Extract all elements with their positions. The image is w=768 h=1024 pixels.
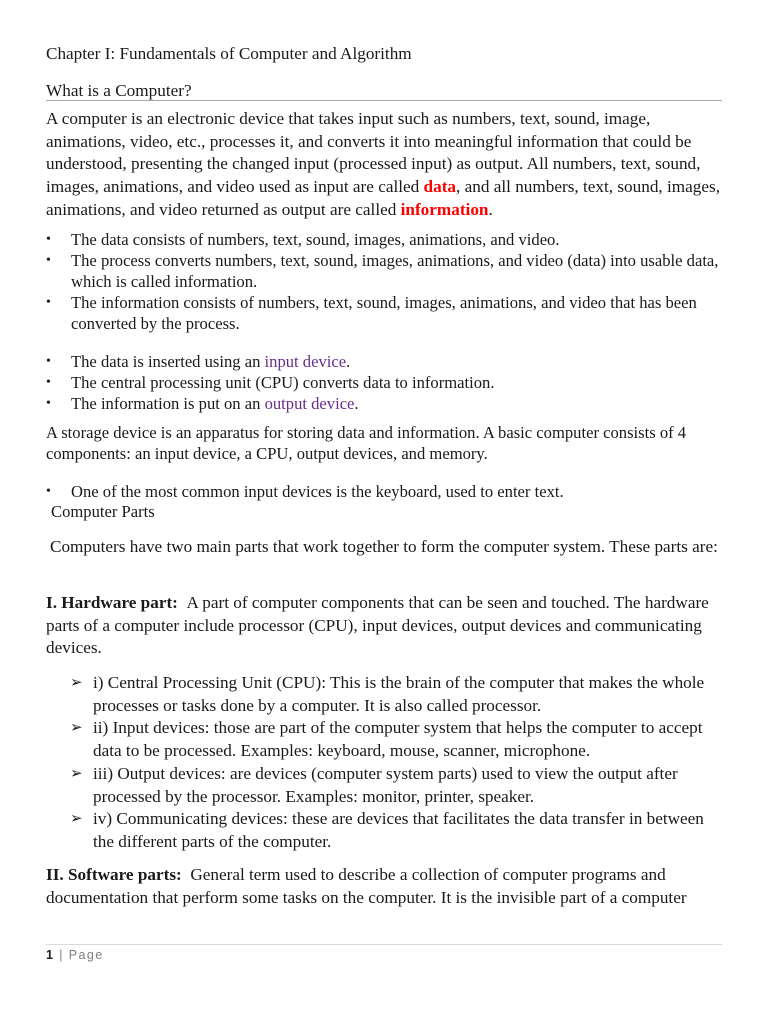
list-item [46, 372, 722, 393]
list-item-text: . [346, 352, 351, 371]
list-item-text: The process converts numbers, text, sound, images, animations, and video (data) into usable data, which is called information. [71, 251, 719, 291]
device-list [46, 351, 722, 414]
list-item-text: One of the most common input devices is the keyboard, used to enter text. [71, 482, 564, 501]
chapter-title: Chapter I: Fundamentals of Computer and Algorithm [46, 44, 412, 63]
hardware-paragraph [46, 592, 722, 660]
bullet-icon: • [46, 253, 51, 268]
software-label: II. Software parts: [46, 865, 182, 884]
hardware-list [46, 672, 722, 854]
list-item-text: The central processing unit (CPU) converts data to information. [71, 373, 495, 392]
parts-intro: Computers have two main parts that work together to form the computer system. These parts are: [50, 537, 718, 556]
intro-text-1: A computer is an electronic device that takes input such as numbers, text, sound, image, animations, video, etc., processes it, and converts it into meaningful information that could be understood, presenting the changed input (processed input) as output. All numbers, text, sound, images, animations, and video used as input are called [46, 109, 701, 197]
section-heading: What is a Computer? [46, 81, 192, 100]
list-item [46, 672, 722, 717]
list-item-text: ii) Input devices: those are part of the computer system that helps the computer to accept data to be processed. Examples: keyboard, mouse, scanner, microphone. [93, 718, 703, 761]
data-process-list [46, 229, 722, 334]
list-item-text: The information is put on an [71, 394, 265, 413]
list-item-text: iv) Communicating devices: these are devices that facilitates the data transfer in between the different parts of the computer. [93, 809, 704, 851]
hardware-label: I. Hardware part: [46, 593, 178, 612]
list-item [46, 292, 722, 334]
keyboard-list [46, 481, 722, 502]
page-number: 1 [46, 948, 55, 962]
arrow-bullet-icon: ➢ [70, 765, 83, 782]
footer-rule [46, 944, 722, 945]
list-item-text: iii) Output devices: are devices (computer system parts) used to view the output after processed by the processor. Examples: monitor, printer, speaker. [93, 763, 678, 806]
list-item-text: . [354, 394, 359, 413]
storage-paragraph: A storage device is an apparatus for storing data and information. A basic computer consists of 4 components: an input device, a CPU, output devices, and memory. [46, 423, 687, 463]
list-item [46, 229, 722, 250]
arrow-bullet-icon: ➢ [70, 720, 83, 737]
bullet-icon: • [46, 295, 51, 310]
heading-rule [46, 100, 722, 101]
intro-text-2: , and all numbers, text, sound, images, animations, and video returned as output are called [46, 177, 721, 219]
intro-text-3: . [488, 199, 493, 219]
term-information: information [400, 199, 489, 219]
list-item [46, 481, 722, 502]
list-item [46, 717, 722, 762]
page-footer [46, 948, 104, 962]
page-label: Page [68, 948, 104, 962]
software-text: General term used to describe a collection of computer programs and documentation that perform some tasks on the computer. It is the invisible part of a computer [46, 865, 687, 907]
arrow-bullet-icon: ➢ [70, 811, 83, 828]
bullet-icon: • [46, 375, 51, 390]
list-item-text: The data is inserted using an [71, 352, 265, 371]
footer-separator: | [59, 948, 64, 962]
input-device-link[interactable]: input device [264, 352, 347, 371]
list-item [46, 763, 722, 808]
list-item [46, 351, 722, 372]
hardware-text: A part of computer components that can be seen and touched. The hardware parts of a computer include processor (CPU), input devices, output devices and communicating devices. [46, 593, 709, 658]
software-paragraph [46, 864, 722, 909]
list-item [46, 250, 722, 292]
list-item [46, 393, 722, 414]
list-item [46, 808, 722, 853]
parts-heading: Computer Parts [51, 502, 155, 521]
intro-paragraph [46, 108, 724, 222]
term-data: data [423, 177, 457, 197]
arrow-bullet-icon: ➢ [70, 675, 83, 691]
list-item-text: The data consists of numbers, text, sound, images, animations, and video. [71, 230, 560, 249]
bullet-icon: • [46, 354, 51, 369]
bullet-icon: • [46, 396, 51, 411]
list-item-text: The information consists of numbers, text, sound, images, animations, and video that has been converted by the process. [71, 293, 697, 333]
list-item-text: i) Central Processing Unit (CPU): This is the brain of the computer that makes the whole processes or tasks done by a computer. It is also called processor. [93, 673, 705, 715]
output-device-link[interactable]: output device [264, 394, 355, 413]
bullet-icon: • [46, 232, 51, 247]
bullet-icon: • [46, 484, 51, 499]
